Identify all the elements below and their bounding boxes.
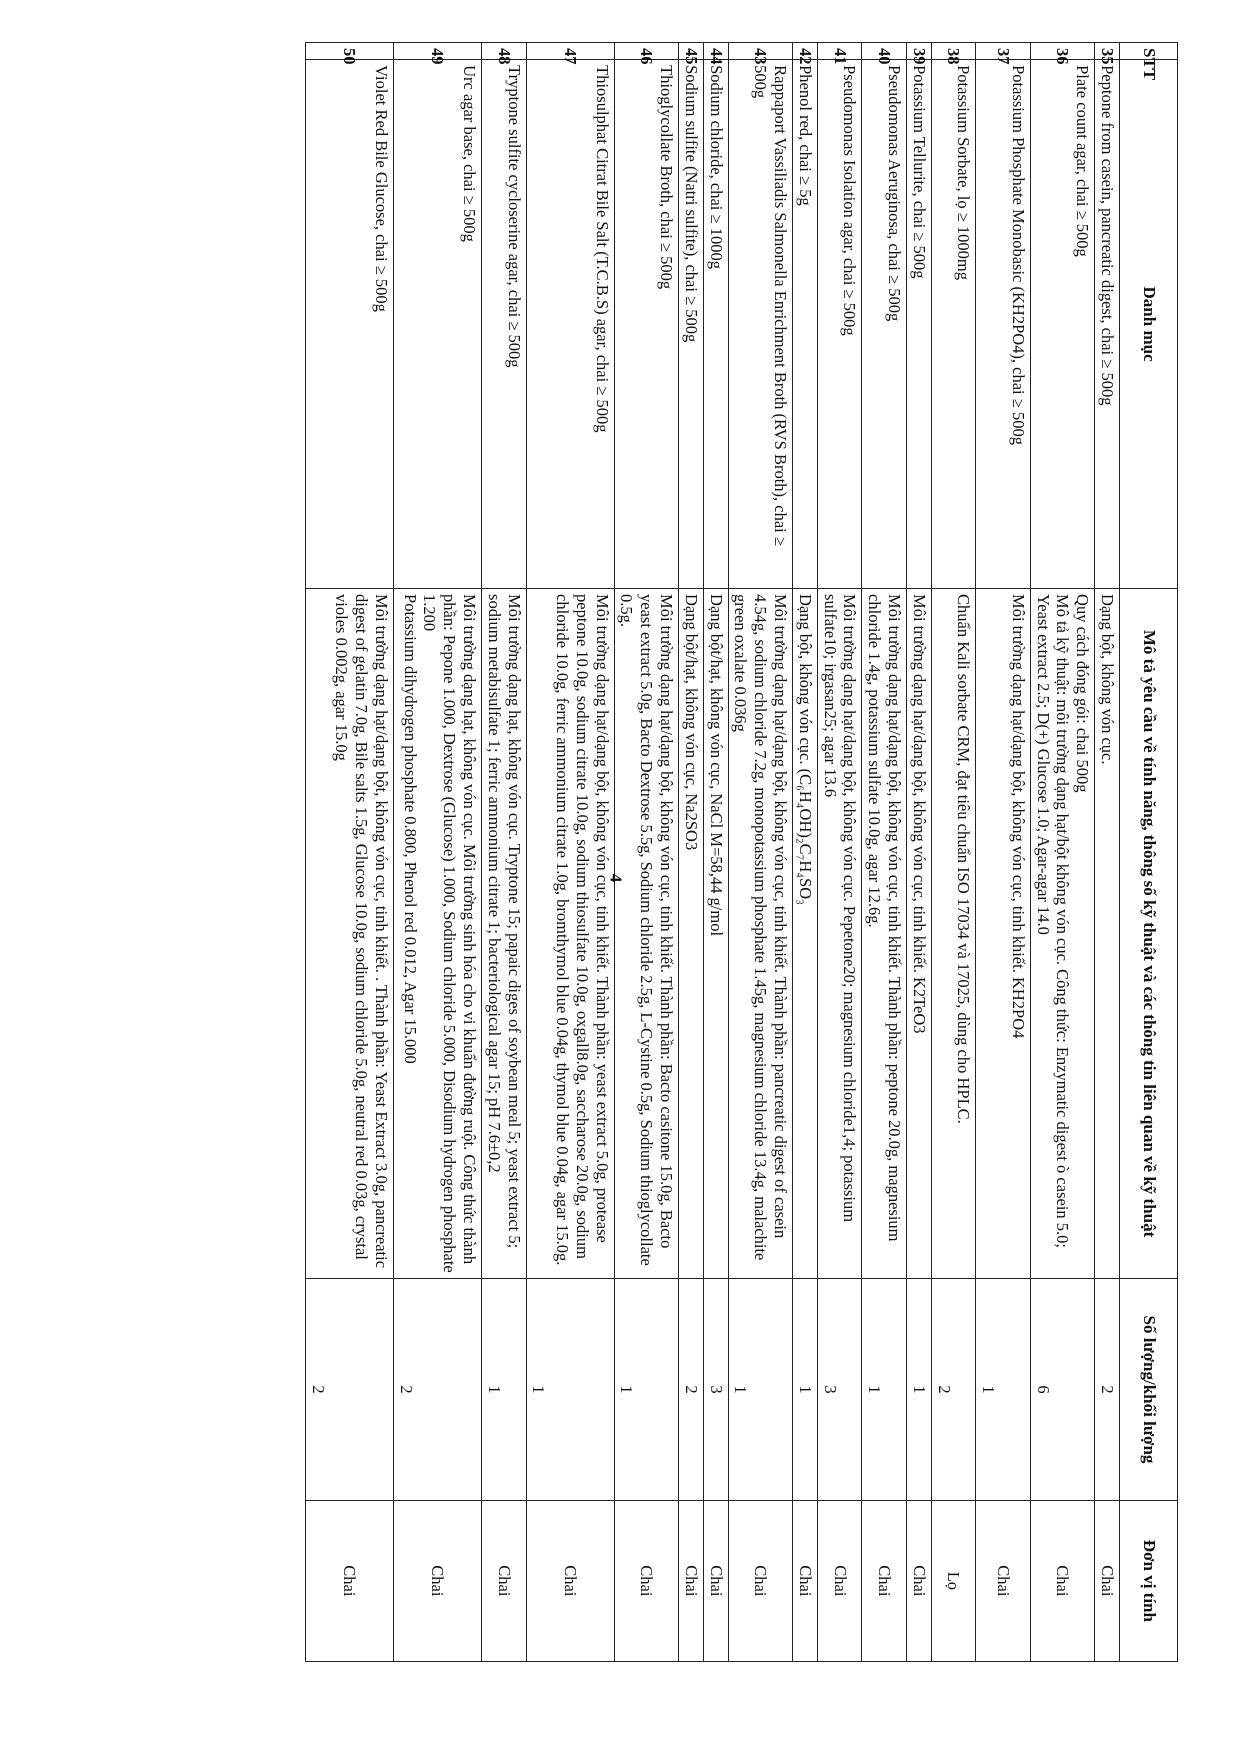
row-name: Pseudomonas Isolation agar, chai ≥ 500g [817, 60, 862, 589]
row-stt: 49 [394, 43, 482, 60]
row-stt: 41 [817, 43, 862, 60]
row-stt: 44 [703, 43, 728, 60]
row-quantity: 6 [1030, 1279, 1094, 1501]
row-description [1095, 589, 1120, 1279]
description-line: Môi trường dạng hạt/dạng bột, không vón cục, tinh khiết. . Thành phần: Yeast Extract 3.0g, pancreatic digest of gelatin 7.0g, Bile salts 1.5g, Glucose 10.0g, sodium chloride 5.0g, neutral red 0.03g, crystal violes 0.002g, agar 15.0g [332, 594, 392, 1269]
row-quantity: 2 [306, 1279, 394, 1501]
row-unit: Chai [1030, 1500, 1094, 1661]
table-row [817, 43, 862, 1662]
row-unit: Chai [907, 1500, 932, 1661]
description-line: Môi trường dạng hạt/dạng bột, không vón cục. Pepetone20; magnesium chloride1,4; potassium sulfate10; irgasan25; agar 13.6 [820, 594, 860, 1223]
row-stt: 50 [306, 43, 394, 60]
description-line: Môi trường dạng hạt/dạng bột, không vón cục, tinh khiết. K2TeO3 [909, 594, 929, 1034]
row-description [907, 589, 932, 1279]
table-row [975, 43, 1030, 1662]
table-row [907, 43, 932, 1662]
table-row [526, 43, 614, 1662]
row-description [306, 589, 394, 1279]
table-row [793, 43, 818, 1662]
row-stt: 47 [526, 43, 614, 60]
row-description [793, 589, 818, 1279]
row-description [862, 589, 907, 1279]
header-quantity: Số lượng/khối lượng [1120, 1279, 1178, 1501]
row-stt: 48 [482, 43, 527, 60]
table-row [862, 43, 907, 1662]
row-description [394, 589, 482, 1279]
row-name: Potassium Phosphate Monobasic (KH2PO4), chai ≥ 500g [975, 60, 1030, 589]
row-unit: Chai [728, 1500, 792, 1661]
row-name: Phenol red, chai ≥ 5g [793, 60, 818, 589]
row-quantity: 3 [703, 1279, 728, 1501]
table-row [679, 43, 704, 1662]
row-stt: 45 [679, 43, 704, 60]
row-stt: 36 [1030, 43, 1094, 60]
row-description [526, 589, 614, 1279]
row-name: Tryptone sulfite cycloserine agar, chai ≥ 500g [482, 60, 527, 589]
row-stt: 39 [907, 43, 932, 60]
row-unit: Chai [862, 1500, 907, 1661]
row-description [679, 589, 704, 1279]
row-quantity: 1 [482, 1279, 527, 1501]
row-unit: Chai [526, 1500, 614, 1661]
row-quantity: 2 [1095, 1279, 1120, 1501]
row-quantity: 1 [907, 1279, 932, 1501]
row-quantity: 2 [679, 1279, 704, 1501]
description-line: Môi trường dạng hạt/dạng bột, không vón cục, tinh khiết. Thành phần: yeast extract 5.0g, protease peptone 10.0g, sodium citrate 10.0g, sodium thiosulfate 10.0g, oxgall8.0g, saccharose 20.0g, sodium chloride 10.0g, ferric ammonium citrate 1.0g, bromthymol blue 0.04g, thymol blue 0.04g, agar 15.0g. [553, 594, 612, 1266]
row-unit: Chai [679, 1500, 704, 1661]
description-line: Môi trường dạng hạt, không vón cục. Môi trường sinh hóa cho vi khuẩn đường ruột. Công thức thành phần: Pepone 1.000, Dextrose (Glucose) 1.000, Sodium chloride 5.000, Disodium hydrogen phosphate 1.200 [420, 594, 480, 1273]
header-unit: Đơn vị tính [1120, 1500, 1178, 1661]
description-line: Môi trường dạng hạt/dạng bột, không vón cục, tinh khiết. Thành phần: pancreatic digest of casein 4.54g, sodium chloride 7.2g, monopotassium phosphate 1.45g, magnesium chloride 13.4g, malachite green oxalate 0.036g [731, 594, 791, 1261]
row-name: Potassium Tellurite, chai ≥ 500g [907, 60, 932, 589]
description-line: Dạng bột/hạt, không vón cục, Na2SO3 [681, 594, 701, 851]
row-name: Thiosulphat Citrat Bile Salt (T.C.B.S) agar, chai ≥ 500g [526, 60, 614, 589]
row-description [931, 589, 975, 1279]
row-quantity: 1 [526, 1279, 614, 1501]
description-line: Potassium dihydrogen phosphate 0.800, Phenol red 0.012, Agar 15.000 [400, 594, 420, 1064]
row-description [482, 589, 527, 1279]
table-row [931, 43, 975, 1662]
row-quantity: 1 [862, 1279, 907, 1501]
row-unit: Chai [817, 1500, 862, 1661]
table-header-row [1120, 43, 1178, 1662]
table-row [1095, 43, 1120, 1662]
description-line: Môi trường dạng hạt/dạng bột, không vón cục, tinh khiết. Thành phần: Bacto casitone 15.0g, Bacto yeast extract 5.0g, Bacto Dextrose 5.5g, Sodium chloride 2.5g, L-Cystine 0.5g, Sodium thioglycollate 0.5g. [617, 594, 677, 1266]
row-unit: Chai [394, 1500, 482, 1661]
row-name: Pseudomonas Aeruginosa, chai ≥ 500g [862, 60, 907, 589]
row-name: Peptone from casein, pancreatic digest, chai ≥ 500g [1095, 60, 1120, 589]
row-description [975, 589, 1030, 1279]
description-line: Dạng bột, không vón cục. (C₆H₄OH)₂C₇H₄SO₃ [795, 594, 815, 905]
table-row [703, 43, 728, 1662]
row-quantity: 2 [931, 1279, 975, 1501]
header-name: Danh mục [1120, 60, 1178, 589]
row-quantity: 1 [975, 1279, 1030, 1501]
table-row [1030, 43, 1094, 1662]
row-unit: Chai [975, 1500, 1030, 1661]
description-line: Môi trường dạng hạt/dạng bột, không vón cục, tinh khiết. KH2PO4 [1008, 594, 1028, 1039]
table-body [306, 43, 1120, 1662]
row-unit: Chai [793, 1500, 818, 1661]
row-name: Violet Red Bile Glucose, chai ≥ 500g [306, 60, 394, 589]
header-stt: STT [1120, 43, 1178, 60]
row-quantity: 1 [793, 1279, 818, 1501]
description-line: Mô tả kỹ thuật: môi trường dạng hạt/bột không vón cục. Công thức: Enzymatic digest ò casein 5.0; Yeast extract 2.5; D(+) Glucose 1.0; Agar-agar 14.0 [1033, 594, 1073, 1248]
row-name: Rappaport Vassiliadis Salmonella Enrichment Broth (RVS Broth), chai ≥ 500g [728, 60, 792, 589]
description-line: Môi trường dạng hạt, không vón cục. Tryptone 15; papaic diges of soybean meal 5; yeast extract 5; sodium metabisulfate 1; ferric ammonium citrate 1; bacteriological agar 15; pH 7.6±0,2 [484, 594, 524, 1249]
specification-table [305, 42, 1178, 1662]
row-name: Urc agar base, chai ≥ 500g [394, 60, 482, 589]
row-stt: 40 [862, 43, 907, 60]
row-stt: 43 [728, 43, 792, 60]
row-stt: 46 [614, 43, 678, 60]
description-line: Quy cách đóng gói: chai 500g [1073, 594, 1093, 793]
description-line: Môi trường dạng hạt/dạng bột, không vón cục, tinh khiết. Thành phần: peptone 20.0g, magnesium chloride 1.4g, potassium sulfate 10.0g, agar 12.6g. [865, 594, 905, 1242]
row-quantity: 3 [817, 1279, 862, 1501]
row-description [703, 589, 728, 1279]
row-stt: 37 [975, 43, 1030, 60]
row-unit: Chai [614, 1500, 678, 1661]
description-line: Chuẩn Kali sorbate CRM, đạt tiêu chuẩn ISO 17034 và 17025, dùng cho HPLC. [953, 594, 973, 1124]
row-unit: Chai [482, 1500, 527, 1661]
row-unit: Chai [306, 1500, 394, 1661]
table-row [394, 43, 482, 1662]
description-line: Dạng bột/hạt, không vón cục, NaCl M=58,44 g/mol [706, 594, 726, 937]
page-number: 4 [606, 873, 626, 883]
rotated-page-content [193, 42, 1178, 1662]
row-stt: 42 [793, 43, 818, 60]
row-name: Thioglycollate Broth, chai ≥ 500g [614, 60, 678, 589]
row-description [614, 589, 678, 1279]
row-description [728, 589, 792, 1279]
row-unit: Chai [703, 1500, 728, 1661]
row-name: Plate count agar, chai ≥ 500g [1030, 60, 1094, 589]
row-name: Potassium Sorbate, lọ ≥ 1000mg [931, 60, 975, 589]
row-quantity: 1 [728, 1279, 792, 1501]
row-stt: 35 [1095, 43, 1120, 60]
row-description [817, 589, 862, 1279]
description-line: Dạng bột, không vón cục. [1098, 594, 1117, 765]
row-name: Sodium chloride, chai ≥ 1000g [703, 60, 728, 589]
row-unit: Chai [1095, 1500, 1120, 1661]
table-row [614, 43, 678, 1662]
row-stt: 38 [931, 43, 975, 60]
row-description [1030, 589, 1094, 1279]
row-quantity: 1 [614, 1279, 678, 1501]
table-row [728, 43, 792, 1662]
header-description: Mô tả yêu cầu về tính năng, thông số kỹ thuật và các thông tin liên quan về kỹ thuật [1120, 589, 1178, 1279]
row-quantity: 2 [394, 1279, 482, 1501]
row-unit: Lọ [931, 1500, 975, 1661]
table-row [306, 43, 394, 1662]
table-row [482, 43, 527, 1662]
row-name: Sodium sulfite (Natri sulfite), chai ≥ 500g [679, 60, 704, 589]
